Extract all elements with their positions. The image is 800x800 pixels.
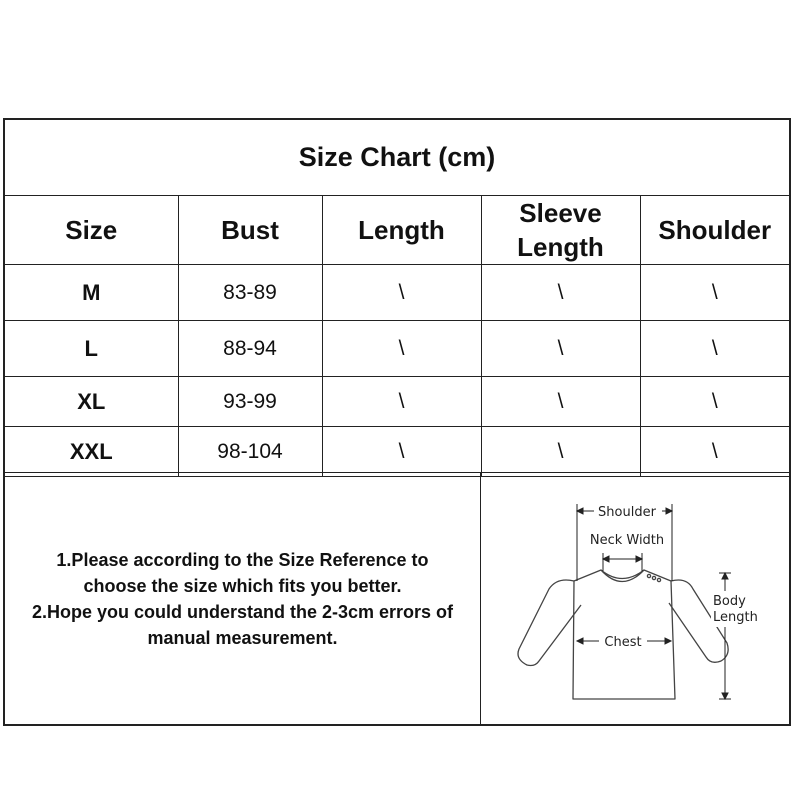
chart-title: Size Chart (cm) (5, 120, 789, 196)
shirt-diagram (481, 473, 789, 725)
table-row (5, 265, 789, 321)
note-line: choose the size which fits you better. (83, 575, 402, 596)
bust-cell: 88-94 (178, 321, 322, 377)
size-cell: L (5, 321, 178, 377)
bottom-section (5, 472, 789, 724)
header-size: Size (5, 196, 178, 265)
note-line: manual measurement. (147, 627, 338, 648)
length-cell: \ (322, 321, 481, 377)
shoulder-cell: \ (640, 427, 789, 477)
size-cell: XL (5, 377, 178, 427)
size-chart (3, 118, 791, 726)
bust-cell: 83-89 (178, 265, 322, 321)
header-length: Length (322, 196, 481, 265)
shoulder-cell: \ (640, 265, 789, 321)
size-cell: XXL (5, 427, 178, 477)
header-bust: Bust (178, 196, 322, 265)
neck-width-label: Neck Width (589, 533, 665, 548)
sleeve-cell: \ (481, 321, 640, 377)
table-row (5, 377, 789, 427)
table-header-row (5, 196, 789, 265)
header-shoulder: Shoulder (640, 196, 789, 265)
shoulder-cell: \ (640, 321, 789, 377)
bust-cell: 98-104 (178, 427, 322, 477)
size-notes (5, 473, 481, 724)
length-cell: \ (322, 377, 481, 427)
bust-cell: 93-99 (178, 377, 322, 427)
length-cell: \ (322, 427, 481, 477)
size-table (5, 196, 789, 477)
note-line: 1.Please according to the Size Reference to (56, 549, 429, 570)
measurement-diagram (481, 473, 789, 724)
header-sleeve-length (481, 196, 640, 265)
sleeve-cell: \ (481, 427, 640, 477)
body-length-label-2: Length (713, 610, 758, 625)
table-row (5, 321, 789, 377)
header-sleeve-line2: Length (517, 232, 604, 262)
sleeve-cell: \ (481, 265, 640, 321)
header-sleeve-line1: Sleeve (519, 198, 602, 228)
size-cell: M (5, 265, 178, 321)
chest-label: Chest (604, 635, 642, 650)
note-line: 2.Hope you could understand the 2-3cm errors of (31, 601, 454, 622)
table-row (5, 427, 789, 477)
shoulder-cell: \ (640, 377, 789, 427)
sleeve-cell: \ (481, 377, 640, 427)
length-cell: \ (322, 265, 481, 321)
body-length-label-1: Body (713, 594, 746, 609)
shoulder-label: Shoulder (598, 505, 656, 520)
